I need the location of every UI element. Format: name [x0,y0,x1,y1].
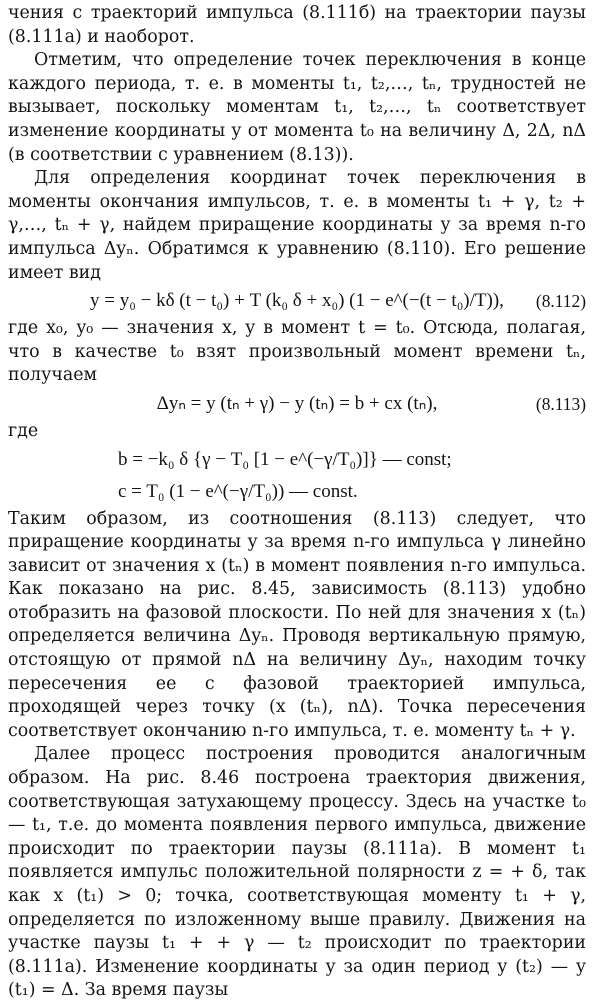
paragraph-conclusion: Таким образом, из соотношения (8.113) следует, что приращение координаты y за время n-го импульса γ линейно зависит от значения x (tₙ) в момент появления n-го импульса. Как показано на рис. 8.45, зависимость (8.113) удобно отобразить на фазовой плоскости. По ней для значения x (tₙ) определяется величина Δyₙ. Проводя вертикальную прямую, отстоящую от прямой nΔ на величину Δyₙ, находим точку пересечения ее с фазовой траекторией импульса, проходящей через точку (x (tₙ), nΔ). Точка пересечения соответствует окончанию n-го импульса, т. е. моменту tₙ + γ. [8,508,586,741]
equation-8-113-body: Δyₙ = y (tₙ + γ) − y (tₙ) = b + cx (tₙ), [156,392,438,414]
paragraph-continuation: чения с траекторий импульса (8.111б) на траектории паузы (8.111а) и наоборот. [8,3,586,47]
equation-b [8,444,586,476]
equation-c [8,476,586,508]
paragraph-switch-points: Отметим, что определение точек переключения в конце каждого периода, т. е. в моменты t₁, t₂,…, tₙ, трудностей не вызывает, поскольку моментам t₁, t₂,…, tₙ соответствует изменение координаты y от момента t₀ на величину Δ, 2Δ, nΔ (в соответствии с уравнением (8.13)). [8,50,586,165]
equation-8-113 [8,388,586,420]
equation-b-body: b = −k₀ δ {γ − T₀ [1 − e^(−γ/T₀)]} — const; [118,448,452,470]
equation-c-body: c = T₀ (1 − e^(−γ/T₀)) — const. [118,480,358,502]
paragraph-pulse-end: Для определения координат точек переключения в моменты окончания импульсов, т. е. в моменты t₁ + γ, t₂ + γ,…, tₙ + γ, найдем приращение координаты y за время n-го импульса Δyₙ. Обратимся к уравнению (8.110). Его решение имеет вид [8,168,586,283]
equation-8-112-body: y = y₀ − kδ (t − t₀) + T (k₀ δ + x₀) (1 − e^(−(t − t₀)/T)), [90,290,504,312]
paragraph-where: где [8,420,39,441]
paragraph-initial-values: где x₀, y₀ — значения x, y в момент t = t₀. Отсюда, полагая, что в качестве t₀ взят произвольный момент времени tₙ, получаем [8,318,586,386]
equation-8-112 [8,285,586,317]
equation-8-112-number: (8.112) [535,291,586,312]
paragraph-construction: Далее процесс построения проводится аналогичным образом. На рис. 8.46 построена траектория движения, соответствующая затухающему процессу. Здесь на участке t₀ — t₁, т.е. до момента появления первого импульса, движение происходит по траектории паузы (8.111а). В момент t₁ появляется импульс положительной полярности z = + δ, так как x (t₁) > 0; точка, соответствующая моменту t₁ + γ, определяется по изложенному выше правилу. Движения на участке паузы t₁ + + γ — t₂ происходит по траектории (8.111а). Изменение координаты y за один период y (t₂) — y (t₁) = Δ. За время паузы [8,744,586,1001]
equation-8-113-number: (8.113) [535,393,586,414]
